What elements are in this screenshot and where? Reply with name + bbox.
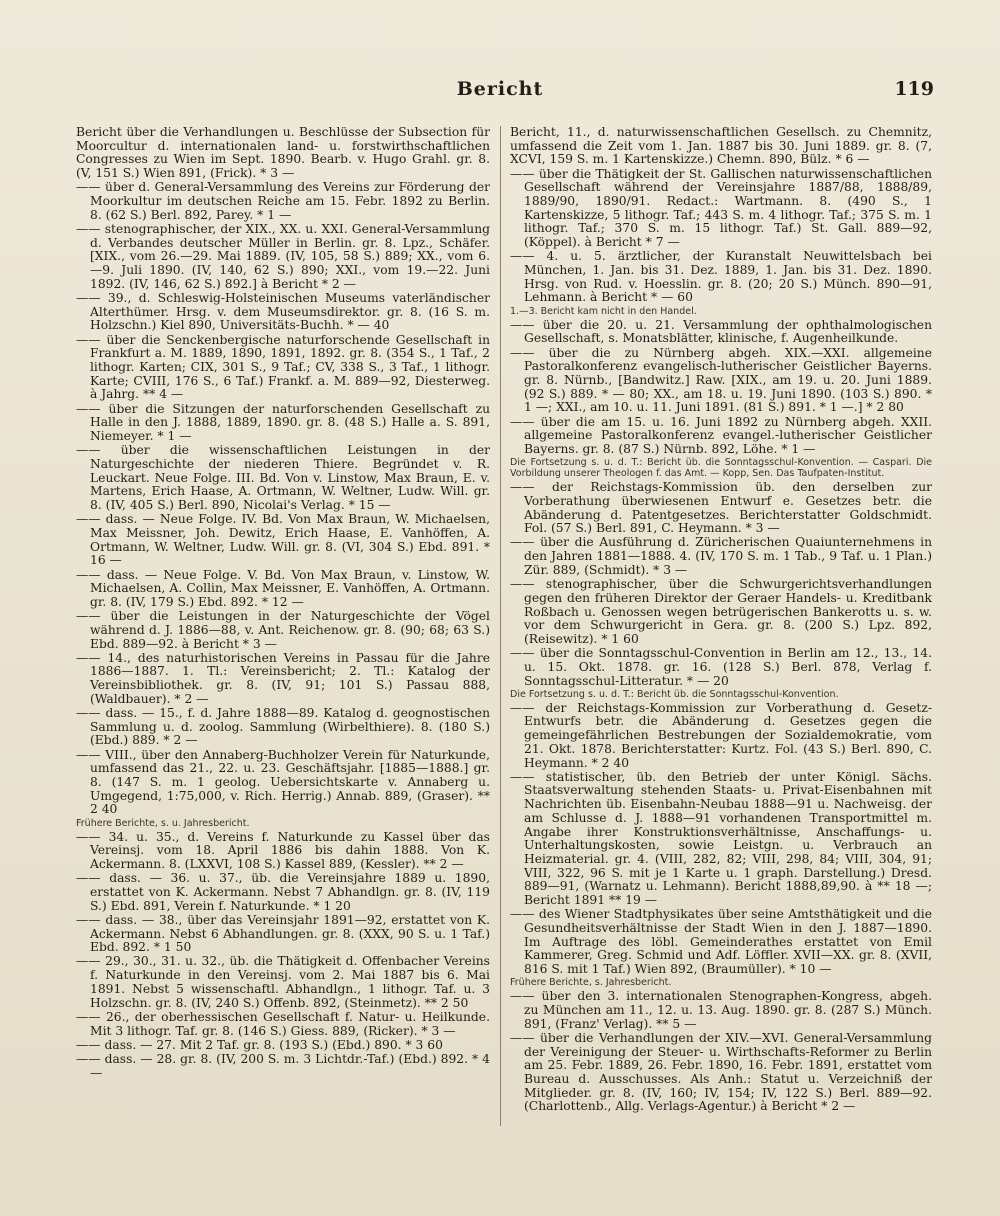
bibliography-entry: —— der Reichstags-Kommission üb. den derselben zur Vorberathung überwiesenen Entwurf e. Gesetzes betr. die Abänderung d. Patentgesetzes. Berichterstatter Goldschmidt. Fol. (57 S.) Berl. 891, C. Heymann. * 3 — bbox=[510, 480, 932, 536]
bibliography-entry: —— 34. u. 35., d. Vereins f. Naturkunde zu Kassel über das Vereinsj. vom 18. April 1886 bis dahin 1888. Von K. Ackermann. 8. (LXXVI, 108 S.) Kassel 889, (Kessler). ** 2 — bbox=[76, 829, 490, 872]
bibliography-entry: —— 4. u. 5. ärztlicher, der Kuranstalt Neuwittelsbach bei München, 1. Jan. bis 31. Dez. 1889, 1. Jan. bis 31. Dez. 1890. Hrsg. von Rud. v. Hoesslin. gr. 8. (20; 20 S.) Münch. 890—91, Lehmann. à Bericht * — 60 bbox=[510, 249, 932, 305]
bibliography-entry: —— der Reichstags-Kommission zur Vorberathung d. Gesetz-Entwurfs betr. die Abänderung d. Gesetzes gegen die gemeingefährlichen Bestrebungen der Sozialdemokratie, vom 21. Okt. 1878. Berichterstatter: Kurtz. Fol. (43 S.) Berl. 890, C. Heymann. * 2 40 bbox=[510, 700, 932, 770]
bibliography-entry: —— VIII., über den Annaberg-Buchholzer Verein für Naturkunde, umfassend das 21., 22. u. 23. Geschäftsjahr. [1885—1888.] gr. 8. (147 S. m. 1 geolog. Uebersichtskarte v. Annaberg u. Umgegend, 1:75,000, v. Rich. Herrig.) Annab. 889, (Graser). ** 2 40 bbox=[76, 747, 490, 817]
footnote: 1.—3. Bericht kam nicht in den Handel. bbox=[510, 305, 697, 317]
bibliography-entry: —— stenographischer, über die Schwurgerichtsverhandlungen gegen den früheren Direktor der Geraer Handels- u. Kreditbank Roßbach u. Genossen wegen betrügerischen Bankerotts u. s. w. vor dem Schwurgericht in Gera. gr. 8. (200 S.) Lpz. 892, (Reisewitz). * 1 60 bbox=[510, 577, 932, 646]
bibliography-entry: —— dass. — 28. gr. 8. (IV, 200 S. m. 3 Lichtdr.-Taf.) (Ebd.) 892. * 4 — bbox=[76, 1051, 490, 1080]
bibliography-entry: —— über die wissenschaftlichen Leistungen in der Naturgeschichte der niederen Thiere. Begründet v. R. Leuckart. Neue Folge. III. Bd. Von v. Linstow, Max Braun, E. v. Martens, Erich Haase, A. Ortmann, W. Weltner, Ludw. Will. gr. 8. (IV, 405 S.) Berl. 890, Nicolai's Verlag. * 15 — bbox=[76, 443, 490, 512]
bibliography-entry: —— über die Verhandlungen der XIV.—XVI. General-Versammlung der Vereinigung der Steuer- u. Wirthschafts-Reformer zu Berlin am 25. Febr. 1889, 26. Febr. 1890, 16. Febr. 1891, erstattet vom Bureau d. Ausschusses. Als Anh.: Statut u. Verzeichniß der Mitglieder. gr. 8. (IV, 160; IV, 154; IV, 122 S.) Berl. 889—92. (Charlottenb., Allg. Verlags-Agentur.) à Bericht * 2 — bbox=[510, 1030, 932, 1114]
footnote: Frühere Berichte, s. Jahresbericht. bbox=[510, 977, 672, 989]
right-column bbox=[510, 126, 932, 1176]
bibliography-entry: —— über die Thätigkeit der St. Gallischen naturwissenschaftlichen Gesellschaft während der Vereinsjahre 1887/88, 1888/89, 1889/90, 1890/91. Redact.: Wartmann. 8. (490 S., 1 Kartenskizze, 5 lithogr. Taf.; 443 S. m. 4 lithogr. Taf.; 375 S. m. 1 lithogr. Taf.; 370 S. m. 15 lithogr. Taf.) St. Gall. 889—92, (Köppel). à Bericht * 7 — bbox=[510, 166, 932, 250]
bibliography-entry: —— über die Sitzungen der naturforschenden Gesellschaft zu Halle in den J. 1888, 1889, 1890. gr. 8. (48 S.) Halle a. S. 891, Niemeyer. * 1 — bbox=[76, 401, 490, 443]
bibliography-entry: —— über die am 15. u. 16. Juni 1892 zu Nürnberg abgeh. XXII. allgemeine Pastoralkonferenz evangel.-lutherischer Geistlicher Bayerns. gr. 8. (87 S.) Nürnb. 892, Löhe. * 1 — bbox=[510, 414, 932, 456]
bibliography-entry: —— dass. — 38., über das Vereinsjahr 1891—92, erstattet von K. Ackermann. Nebst 6 Abhandlungen. gr. 8. (XXX, 90 S. u. 1 Taf.) Ebd. 892. * 1 50 bbox=[76, 912, 490, 955]
bibliography-entry: —— über d. General-Versammlung des Vereins zur Förderung der Moorkultur im deutschen Reiche am 15. Febr. 1892 zu Berlin. 8. (62 S.) Berl. 892, Parey. * 1 — bbox=[76, 180, 490, 222]
bibliography-entry: —— 29., 30., 31. u. 32., üb. die Thätigkeit d. Offenbacher Vereins f. Naturkunde in den Vereinsj. vom 2. Mai 1887 bis 6. Mai 1891. Nebst 5 wissenschaftl. Abhandlgn., 1 lithogr. Taf. u. 3 Holzschn. gr. 8. (IV, 240 S.) Offenb. 892, (Steinmetz). ** 2 50 bbox=[76, 954, 490, 1010]
bibliography-entry: —— dass. — 15., f. d. Jahre 1888—89. Katalog d. geognostischen Sammlung u. d. zoolog. Sammlung (Wirbelthiere). 8. (180 S.) (Ebd.) 889. * 2 — bbox=[76, 706, 490, 748]
bibliography-entry: —— 39., d. Schleswig-Holsteinischen Museums vaterländischer Alterthümer. Hrsg. v. dem Museumsdirektor. gr. 8. (16 S. m. Holzschn.) Kiel 890, Universitäts-Buchh. * — 40 bbox=[76, 290, 490, 333]
column-divider bbox=[500, 126, 501, 1126]
bibliography-entry: —— 26., der oberhessischen Gesellschaft f. Natur- u. Heilkunde. Mit 3 lithogr. Taf. gr. 8. (146 S.) Giess. 889, (Ricker). * 3 — bbox=[76, 1009, 490, 1038]
bibliography-entry: Bericht, 11., d. naturwissenschaftlichen Gesellsch. zu Chemnitz, umfassend die Zeit vom 1. Jan. 1887 bis 30. Juni 1889. gr. 8. (7, XCVI, 159 S. m. 1 Kartenskizze.) Chemn. 890, Bülz. * 6 — bbox=[510, 126, 932, 167]
running-head bbox=[0, 78, 1000, 108]
left-column bbox=[76, 126, 490, 1176]
bibliography-entry: —— statistischer, üb. den Betrieb der unter Königl. Sächs. Staatsverwaltung stehenden Staats- u. Privat-Eisenbahnen mit Nachrichten üb. Eisenbahn-Neubau 1888—91 u. Nachweisg. der am Schlusse d. J. 1888—91 vorhandenen Transportmittel m. Angabe ihrer Konstruktionsverhältnisse, Anschaffungs- u. Unterhaltungskosten, sowie Leistgn. u. Verbrauch an Heizmaterial. gr. 4. (VIII, 282, 82; VIII, 298, 84; VIII, 304, 91; VIII, 322, 96 S. mit je 1 Karte u. 1 graph. Darstellung.) Dresd. 889—91, (Warnatz u. Lehmann). Bericht 1888,89,90. à ** 18 —; Bericht 1891 ** 19 — bbox=[510, 769, 932, 908]
bibliography-entry: —— dass. — Neue Folge. V. Bd. Von Max Braun, v. Linstow, W. Michaelsen, A. Collin, Max Meissner, E. Vanhöffen, A. Ortmann. gr. 8. (IV, 179 S.) Ebd. 892. * 12 — bbox=[76, 567, 490, 609]
bibliography-entry: —— stenographischer, der XIX., XX. u. XXI. General-Versammlung d. Verbandes deutscher Müller in Berlin. gr. 8. Lpz., Schäfer. [XIX., vom 26.—29. Mai 1889. (IV, 105, 58 S.) 889; XX., vom 6.—9. Juli 1890. (IV, 140, 62 S.) 890; XXI., vom 19.—22. Juni 1892. (IV, 146, 62 S.) 892.] à Bericht * 2 — bbox=[76, 221, 490, 291]
bibliography-entry: —— dass. — 36. u. 37., üb. die Vereinsjahre 1889 u. 1890, erstattet von K. Ackermann. Nebst 7 Abhandlgn. gr. 8. (IV, 119 S.) Ebd. 891, Verein f. Naturkunde. * 1 20 bbox=[76, 871, 490, 913]
bibliography-entry: —— über die 20. u. 21. Versammlung der ophthalmologischen Gesellschaft, s. Monatsblätter, klinische, f. Augenheilkunde. bbox=[510, 317, 932, 346]
bibliography-entry: —— 14., des naturhistorischen Vereins in Passau für die Jahre 1886—1887. 1. Tl.: Vereinsbericht; 2. Tl.: Katalog der Vereinsbibliothek. gr. 8. (IV, 91; 101 S.) Passau 888, (Waldbauer). * 2 — bbox=[76, 650, 490, 706]
bibliography-entry: —— über die Senckenbergische naturforschende Gesellschaft in Frankfurt a. M. 1889, 1890, 1891, 1892. gr. 8. (354 S., 1 Taf., 2 lithogr. Karten; CIX, 301 S., 9 Taf.; CV, 338 S., 3 Taf., 1 lithogr. Karte; CVIII, 176 S., 6 Taf.) Frankf. a. M. 889—92, Diesterweg. à Jahrg. ** 4 — bbox=[76, 332, 490, 402]
bibliography-entry: Bericht über die Verhandlungen u. Beschlüsse der Subsection für Moorcultur d. internationalen land- u. forstwirthschaftlichen Congresses zu Wien im Sept. 1890. Bearb. v. Hugo Grahl. gr. 8. (V, 151 S.) Wien 891, (Frick). * 3 — bbox=[76, 126, 490, 181]
footnote: Frühere Berichte, s. u. Jahresbericht. bbox=[76, 817, 250, 829]
page-title: Bericht bbox=[456, 78, 544, 100]
bibliography-entry: —— des Wiener Stadtphysikates über seine Amtsthätigkeit und die Gesundheitsverhältnisse der Stadt Wien in den J. 1887—1890. Im Auftrage des löbl. Gemeinderathes erstattet von Emil Kammerer, Greg. Schmid und Adf. Löffler. XVII—XX. gr. 8. (XVII, 816 S. mit 1 Taf.) Wien 892, (Braumüller). * 10 — bbox=[510, 907, 932, 977]
bibliography-entry: —— über die Ausführung d. Züricherischen Quaiunternehmens in den Jahren 1881—1888. 4. (IV, 170 S. m. 1 Tab., 9 Taf. u. 1 Plan.) Zür. 889, (Schmidt). * 3 — bbox=[510, 535, 932, 577]
footnote: Die Fortsetzung s. u. d. T.: Bericht üb. die Sonntagsschul-Konvention. bbox=[510, 688, 839, 700]
footnote: Die Fortsetzung s. u. d. T.: Bericht üb. die Sonntagsschul-Konvention. — Caspari. Die Vorbildung unserer Theologen f. das Amt. — Kopp, Sen. Das Taufpaten-Institut. bbox=[510, 457, 932, 480]
bibliography-entry: —— über die zu Nürnberg abgeh. XIX.—XXI. allgemeine Pastoralkonferenz evangelisch-lutherischer Geistlicher Bayerns. gr. 8. Nürnb., [Bandwitz.] Raw. [XIX., am 19. u. 20. Juni 1889. (92 S.) 889. * — 80; XX., am 18. u. 19. Juni 1890. (103 S.) 890. * 1 —; XXI., am 10. u. 11. Juni 1891. (81 S.) 891. * 1 —.] * 2 80 bbox=[510, 345, 932, 415]
bibliography-entry: —— über die Sonntagsschul-Convention in Berlin am 12., 13., 14. u. 15. Okt. 1878. gr. 16. (128 S.) Berl. 878, Verlag f. Sonntagsschul-Litteratur. * — 20 bbox=[510, 646, 932, 688]
bibliography-entry: —— dass. — 27. Mit 2 Taf. gr. 8. (193 S.) (Ebd.) 890. * 3 60 bbox=[76, 1037, 443, 1052]
bibliography-entry: —— über die Leistungen in der Naturgeschichte der Vögel während d. J. 1886—88, v. Ant. Reichenow. gr. 8. (90; 68; 63 S.) Ebd. 889—92. à Bericht * 3 — bbox=[76, 609, 490, 651]
page-number: 119 bbox=[894, 78, 934, 100]
bibliography-entry: —— dass. — Neue Folge. IV. Bd. Von Max Braun, W. Michaelsen, Max Meissner, Joh. Dewitz, Erich Haase, E. Vanhöffen, A. Ortmann, W. Weltner, Ludw. Will. gr. 8. (VI, 304 S.) Ebd. 891. * 16 — bbox=[76, 512, 490, 568]
bibliography-entry: —— über den 3. internationalen Stenographen-Kongress, abgeh. zu München am 11., 12. u. 13. Aug. 1890. gr. 8. (287 S.) Münch. 891, (Franz' Verlag). ** 5 — bbox=[510, 989, 932, 1031]
